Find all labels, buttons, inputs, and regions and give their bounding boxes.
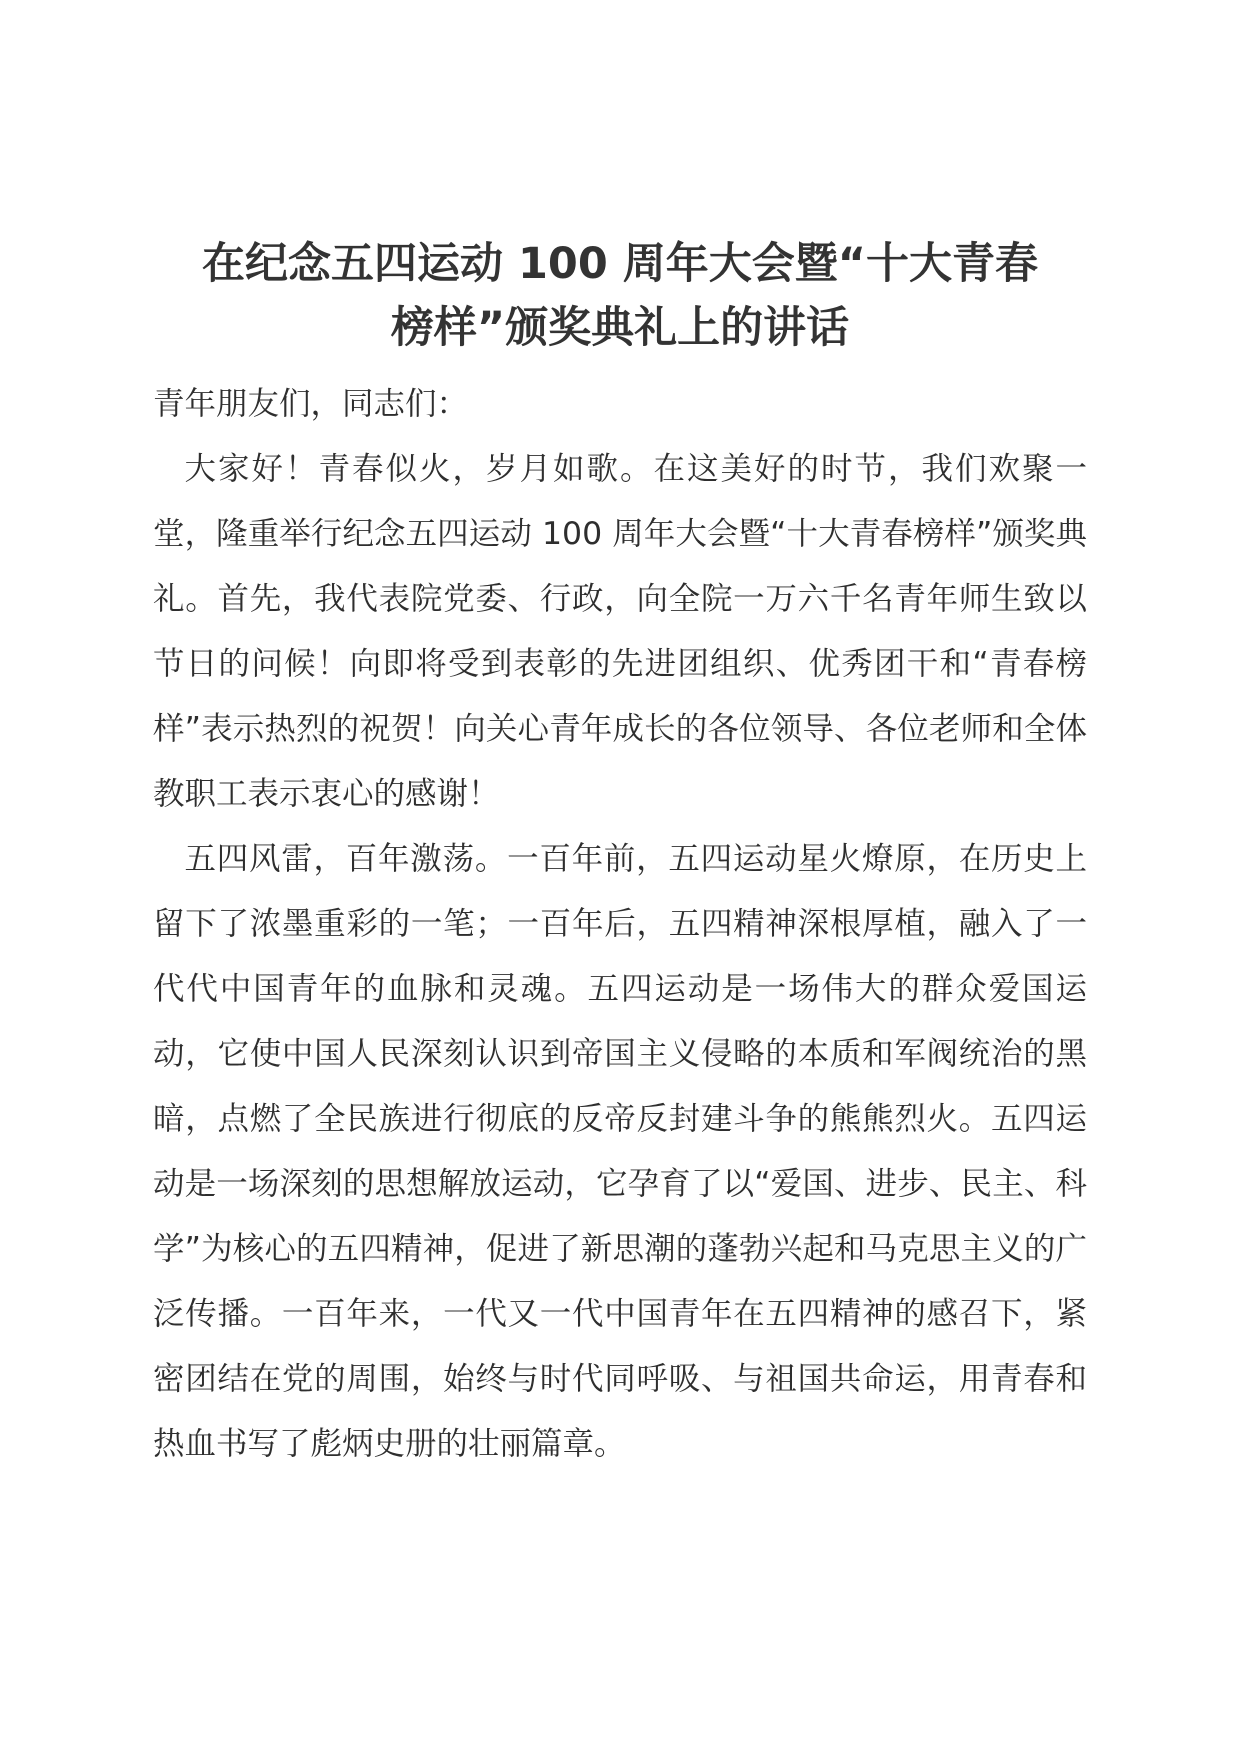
- title-line-2: 榜样”颁奖典礼上的讲话: [390, 303, 850, 353]
- document-body: [153, 372, 1087, 1477]
- document-page: [153, 232, 1087, 1477]
- paragraph-2: 五四风雷，百年激荡。一百年前，五四运动星火燎原，在历史上留下了浓墨重彩的一笔；一百年后，五四精神深根厚植，融入了一代代中国青年的血脉和灵魂。五四运动是一场伟大的群众爱国运动，它使中国人民深刻认识到帝国主义侵略的本质和军阀统治的黑暗，点燃了全民族进行彻底的反帝反封建斗争的熊熊烈火。五四运动是一场深刻的思想解放运动，它孕育了以“爱国、进步、民主、科学”为核心的五四精神，促进了新思潮的蓬勃兴起和马克思主义的广泛传播。一百年来，一代又一代中国青年在五四精神的感召下，紧密团结在党的周围，始终与时代同呼吸、与祖国共命运，用青春和热血书写了彪炳史册的壮丽篇章。: [153, 841, 1087, 1462]
- paragraph-1: 大家好！青春似火，岁月如歌。在这美好的时节，我们欢聚一堂，隆重举行纪念五四运动 100 周年大会暨“十大青春榜样”颁奖典礼。首先，我代表院党委、行政，向全院一万六千名青年师生致以节日的问候！向即将受到表彰的先进团组织、优秀团干和“青春榜样”表示热烈的祝贺！向关心青年成长的各位领导、各位老师和全体教职工表示衷心的感谢！: [153, 451, 1087, 812]
- salutation: 青年朋友们，同志们：: [153, 386, 469, 422]
- document-title: [153, 232, 1087, 360]
- title-line-1: 在纪念五四运动 100 周年大会暨“十大青春: [202, 239, 1038, 289]
